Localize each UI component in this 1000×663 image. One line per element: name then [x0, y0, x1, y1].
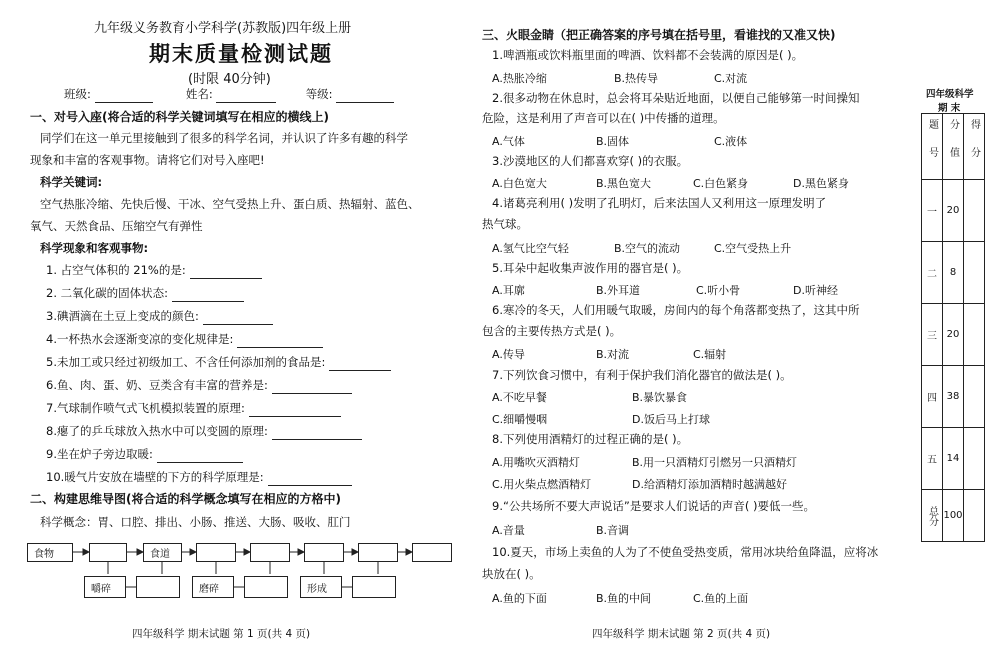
- student-info: [64, 86, 394, 103]
- row-label: 四: [922, 366, 943, 428]
- option: C.对流: [714, 72, 748, 85]
- page-footer-left: 四年级科学 期末试题 第 1 页(共 4 页): [132, 628, 311, 640]
- option: C.空气受热上升: [714, 242, 792, 255]
- mc-question-4: 4.诸葛亮利用( )发明了孔明灯，后来法国人又利用这一原理发明了: [492, 196, 827, 210]
- option: B.音调: [596, 524, 630, 537]
- fill-question: 6.鱼、肉、蛋、奶、豆类含有丰富的营养是:: [46, 377, 352, 394]
- mc-question-5: 5.耳朵中起收集声波作用的器官是( )。: [492, 261, 689, 275]
- option: B.黑色宽大: [596, 177, 652, 190]
- map-box-blank[interactable]: [250, 543, 290, 562]
- map-box-blank[interactable]: [304, 543, 344, 562]
- map-box-esophagus: 食道: [143, 543, 182, 562]
- score-row: [922, 366, 985, 428]
- option: A.热胀冷缩: [492, 72, 547, 85]
- answer-blank[interactable]: [237, 335, 323, 348]
- option: D.黑色紧身: [793, 177, 849, 190]
- score-row: [922, 242, 985, 304]
- section3-heading: 三、火眼金睛（把正确答案的序号填在括号里，看谁找的又准又快): [482, 28, 836, 42]
- exam-title: 期末质量检测试题: [149, 42, 333, 66]
- class-field[interactable]: [95, 90, 153, 103]
- answer-blank[interactable]: [272, 381, 352, 394]
- option: B.用一只酒精灯引燃另一只酒精灯: [632, 456, 798, 469]
- answer-blank[interactable]: [172, 289, 244, 302]
- grade-label: 等级:: [305, 87, 333, 101]
- option: B.对流: [596, 348, 630, 361]
- map-box-blank[interactable]: [244, 576, 288, 598]
- exam-series-title: 九年级义务教育小学科学(苏教版)四年级上册: [94, 21, 352, 36]
- mc-question-9: 9.“公共场所不要大声说话”是要求人们说话的声音( )要低一些。: [492, 499, 816, 513]
- fill-question: 4.一杯热水会逐渐变凉的变化规律是:: [46, 331, 323, 348]
- option: B.外耳道: [596, 284, 641, 297]
- row-label: 总分: [922, 490, 943, 542]
- section2-heading: 二、构建思维导图(将合适的科学概念填写在相应的方格中): [30, 492, 341, 506]
- header-points: 分值: [943, 114, 964, 180]
- row-points: 38: [943, 366, 964, 428]
- mc-question-6-cont: 包含的主要传热方式是( )。: [482, 324, 622, 338]
- class-label: 班级:: [64, 87, 91, 101]
- page-footer-right: 四年级科学 期末试题 第 2 页(共 4 页): [592, 628, 771, 640]
- section1-heading: 一、对号入座(将合适的科学关键词填写在相应的横线上): [30, 110, 329, 124]
- answer-blank[interactable]: [268, 473, 352, 486]
- row-score-cell[interactable]: [964, 304, 985, 366]
- fill-question: 2. 二氧化碳的固体状态:: [46, 285, 244, 302]
- fill-question: 8.瘪了的乒乓球放入热水中可以变圆的原理:: [46, 423, 362, 440]
- score-row-total: [922, 490, 985, 542]
- answer-blank[interactable]: [272, 427, 362, 440]
- grade-field[interactable]: [336, 90, 394, 103]
- time-limit: (时限 40分钟): [188, 72, 271, 87]
- keywords-label: 科学关键词:: [40, 175, 103, 189]
- answer-blank[interactable]: [190, 266, 262, 279]
- row-points: 14: [943, 428, 964, 490]
- header-question-no: 题号: [922, 114, 943, 180]
- row-points: 20: [943, 180, 964, 242]
- row-label: 一: [922, 180, 943, 242]
- mc-question-6: 6.寒冷的冬天，人们用暖气取暖，房间内的每个角落都变热了，这其中所: [492, 303, 860, 317]
- option: C.用火柴点燃酒精灯: [492, 478, 592, 491]
- option: A.气体: [492, 135, 525, 148]
- option: B.空气的流动: [614, 242, 681, 255]
- row-score-cell[interactable]: [964, 428, 985, 490]
- map-box-blank[interactable]: [358, 543, 398, 562]
- section1-intro: 同学们在这一单元里接触到了很多的科学名词，并认识了许多有趣的科学: [40, 131, 408, 145]
- mc-question-10: 10.夏天，市场上卖鱼的人为了不使鱼受热变质，常用冰块给鱼降温，应将冰: [492, 545, 879, 559]
- score-table-subtitle: 期 末: [938, 103, 961, 114]
- fill-question: 5.未加工或只经过初级加工、不含任何添加剂的食品是:: [46, 354, 391, 371]
- map-box-grind: 磨碎: [192, 576, 234, 598]
- mc-question-4-cont: 热气球。: [482, 217, 528, 231]
- fill-question: 3.碘酒滴在土豆上变成的颜色:: [46, 308, 273, 325]
- option: A.用嘴吹灭酒精灯: [492, 456, 580, 469]
- score-row: [922, 428, 985, 490]
- option: C.听小骨: [696, 284, 741, 297]
- answer-blank[interactable]: [249, 404, 341, 417]
- keywords-list: 空气热胀冷缩、先快后慢、干冰、空气受热上升、蛋白质、热辐射、蓝色、: [40, 197, 420, 211]
- map-box-food: 食物: [27, 543, 73, 562]
- row-score-cell[interactable]: [964, 242, 985, 304]
- mc-question-10-cont: 块放在( )。: [482, 567, 541, 581]
- row-score-cell[interactable]: [964, 366, 985, 428]
- row-label: 五: [922, 428, 943, 490]
- map-box-form: 形成: [300, 576, 342, 598]
- row-points: 100: [943, 490, 964, 542]
- keywords-list-cont: 氧气、天然食品、压缩空气有弹性: [30, 219, 203, 233]
- option: B.鱼的中间: [596, 592, 652, 605]
- concept-list: 科学概念：胃、口腔、排出、小肠、推送、大肠、吸收、肛门: [40, 515, 351, 529]
- fill-question: 7.气球制作喷气式飞机模拟装置的原理:: [46, 400, 341, 417]
- mind-map-connectors: [0, 530, 460, 610]
- score-table-title: 四年级科学: [926, 89, 974, 100]
- option: A.耳廓: [492, 284, 525, 297]
- row-label: 三: [922, 304, 943, 366]
- row-points: 20: [943, 304, 964, 366]
- name-field[interactable]: [216, 90, 276, 103]
- option: A.传导: [492, 348, 525, 361]
- score-row: [922, 180, 985, 242]
- option: B.固体: [596, 135, 630, 148]
- fill-question: 9.坐在炉子旁边取暖:: [46, 446, 243, 463]
- option: A.音量: [492, 524, 525, 537]
- mc-question-8: 8.下列使用酒精灯的过程正确的是( )。: [492, 432, 689, 446]
- mc-question-1: 1.啤酒瓶或饮料瓶里面的啤酒、饮料都不会装满的原因是( )。: [492, 48, 804, 62]
- mc-question-2-cont: 危险，这是利用了声音可以在( )中传播的道理。: [482, 111, 725, 125]
- option: D.饭后马上打球: [632, 413, 710, 426]
- map-box-blank[interactable]: [89, 543, 127, 562]
- option: D.给酒精灯添加酒精时越满越好: [632, 478, 787, 491]
- fill-question: 10.暖气片安放在墙壁的下方的科学原理是:: [46, 469, 352, 486]
- map-box-blank[interactable]: [136, 576, 180, 598]
- option: B.热传导: [614, 72, 659, 85]
- mc-question-3: 3.沙漠地区的人们都喜欢穿( )的衣服。: [492, 154, 689, 168]
- row-score-cell[interactable]: [964, 490, 985, 542]
- answer-blank[interactable]: [203, 312, 273, 325]
- option: C.白色紧身: [693, 177, 749, 190]
- answer-blank[interactable]: [157, 450, 243, 463]
- phenomena-label: 科学现象和客观事物:: [40, 241, 149, 255]
- option: D.听神经: [793, 284, 838, 297]
- map-box-blank[interactable]: [352, 576, 396, 598]
- option: A.鱼的下面: [492, 592, 547, 605]
- section1-intro-cont: 现象和丰富的客观事物。请将它们对号入座吧!: [30, 153, 265, 167]
- row-score-cell[interactable]: [964, 180, 985, 242]
- map-box-blank[interactable]: [412, 543, 452, 562]
- option: C.鱼的上面: [693, 592, 749, 605]
- option: A.不吃早餐: [492, 391, 547, 404]
- option: B.暴饮暴食: [632, 391, 688, 404]
- option: A.氢气比空气轻: [492, 242, 569, 255]
- score-table: [921, 113, 985, 542]
- map-box-chew: 嚼碎: [84, 576, 126, 598]
- option: C.细嚼慢咽: [492, 413, 548, 426]
- option: C.辐射: [693, 348, 727, 361]
- mc-question-2: 2.很多动物在休息时，总会将耳朵贴近地面，以便自己能够第一时间操知: [492, 91, 860, 105]
- option: A.白色宽大: [492, 177, 547, 190]
- map-box-blank[interactable]: [196, 543, 236, 562]
- option: C.液体: [714, 135, 748, 148]
- answer-blank[interactable]: [329, 358, 391, 371]
- header-score: 得分: [964, 114, 985, 180]
- fill-question: 1. 占空气体积的 21%的是:: [46, 262, 262, 279]
- score-row: [922, 304, 985, 366]
- mc-question-7: 7.下列饮食习惯中，有利于保护我们消化器官的做法是( )。: [492, 368, 792, 382]
- name-label: 姓名:: [185, 87, 213, 101]
- score-table-header: [922, 114, 985, 180]
- row-points: 8: [943, 242, 964, 304]
- row-label: 二: [922, 242, 943, 304]
